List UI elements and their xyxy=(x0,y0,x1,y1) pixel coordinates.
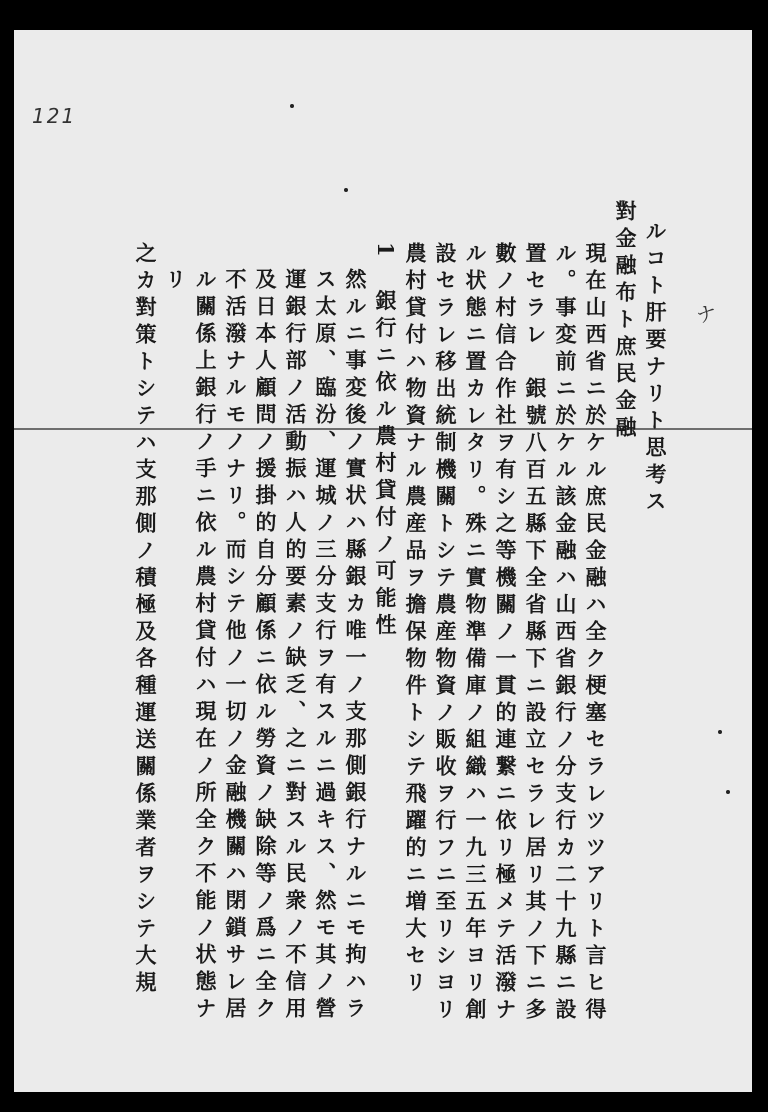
ink-speck xyxy=(344,188,348,192)
ink-speck xyxy=(726,790,730,794)
text-column: 之カ對策トシテハ支那側ノ積極及各種運送關係業者ヲシテ大規 xyxy=(133,242,158,998)
text-column: 現在山西省ニ於ケル庶民金融ハ全ク梗塞セラレツツアリト言ヒ得 xyxy=(583,242,608,1025)
text-column: ル關係上銀行ノ手ニ依ル農村貸付ハ現在ノ所全ク不能ノ状態ナ xyxy=(193,268,218,1024)
text-column: ル。事変前ニ於ケル該金融ハ山西省銀行ノ分支行カ二十九縣ニ設 xyxy=(553,242,578,1025)
page-number: 121 xyxy=(32,104,77,128)
text-column: リ xyxy=(163,268,188,295)
text-column: 數ノ村信合作社ヲ有シ之等機關ノ一貫的連繋ニ依リ極メテ活潑ナ xyxy=(493,242,518,1025)
section-heading: 1 銀行ニ依ル農村貸付ノ可能性 xyxy=(373,242,398,641)
text-column: 置セラレ 銀號八百五縣下全省縣下ニ設立セラレ居リ其ノ下ニ多 xyxy=(523,242,548,1025)
text-column: 對金融布ト庶民金融 xyxy=(613,200,638,443)
text-column: 運銀行部ノ活動振ハ人的要素ノ缺乏、之ニ對スル民衆ノ不信用 xyxy=(283,268,308,1024)
text-column: ルコト肝要ナリト思考ス xyxy=(643,220,668,517)
text-column: 及日本人顧問ノ援掛的自分顧係ニ依ル勞資ノ缺除等ノ爲ニ全ク xyxy=(253,268,278,1024)
text-column: 然ルニ事変後ノ實状ハ縣銀カ唯一ノ支那側銀行ナルニモ拘ハラ xyxy=(343,268,368,1024)
document-page xyxy=(14,30,752,1092)
text-column: 農村貸付ハ物資ナル農産品ヲ擔保物件トシテ飛躍的ニ増大セリ xyxy=(403,242,428,998)
ink-speck xyxy=(290,104,294,108)
margin-annotation: ナ xyxy=(693,299,720,329)
ink-speck xyxy=(718,730,722,734)
text-column: 設セラレ移出統制機關トシテ農産物資ノ販收ヲ行フニ至リシヨリ xyxy=(433,242,458,1025)
text-column: ス太原、臨汾、運城ノ三分支行ヲ有スルニ過キス、然モ其ノ營 xyxy=(313,268,338,1024)
text-column: 不活潑ナルモノナリ。而シテ他ノ一切ノ金融機關ハ閉鎖サレ居 xyxy=(223,268,248,1024)
text-column: ル状態ニ置カレタリ。殊ニ實物準備庫ノ組織ハ一九三五年ヨリ創 xyxy=(463,242,488,1025)
